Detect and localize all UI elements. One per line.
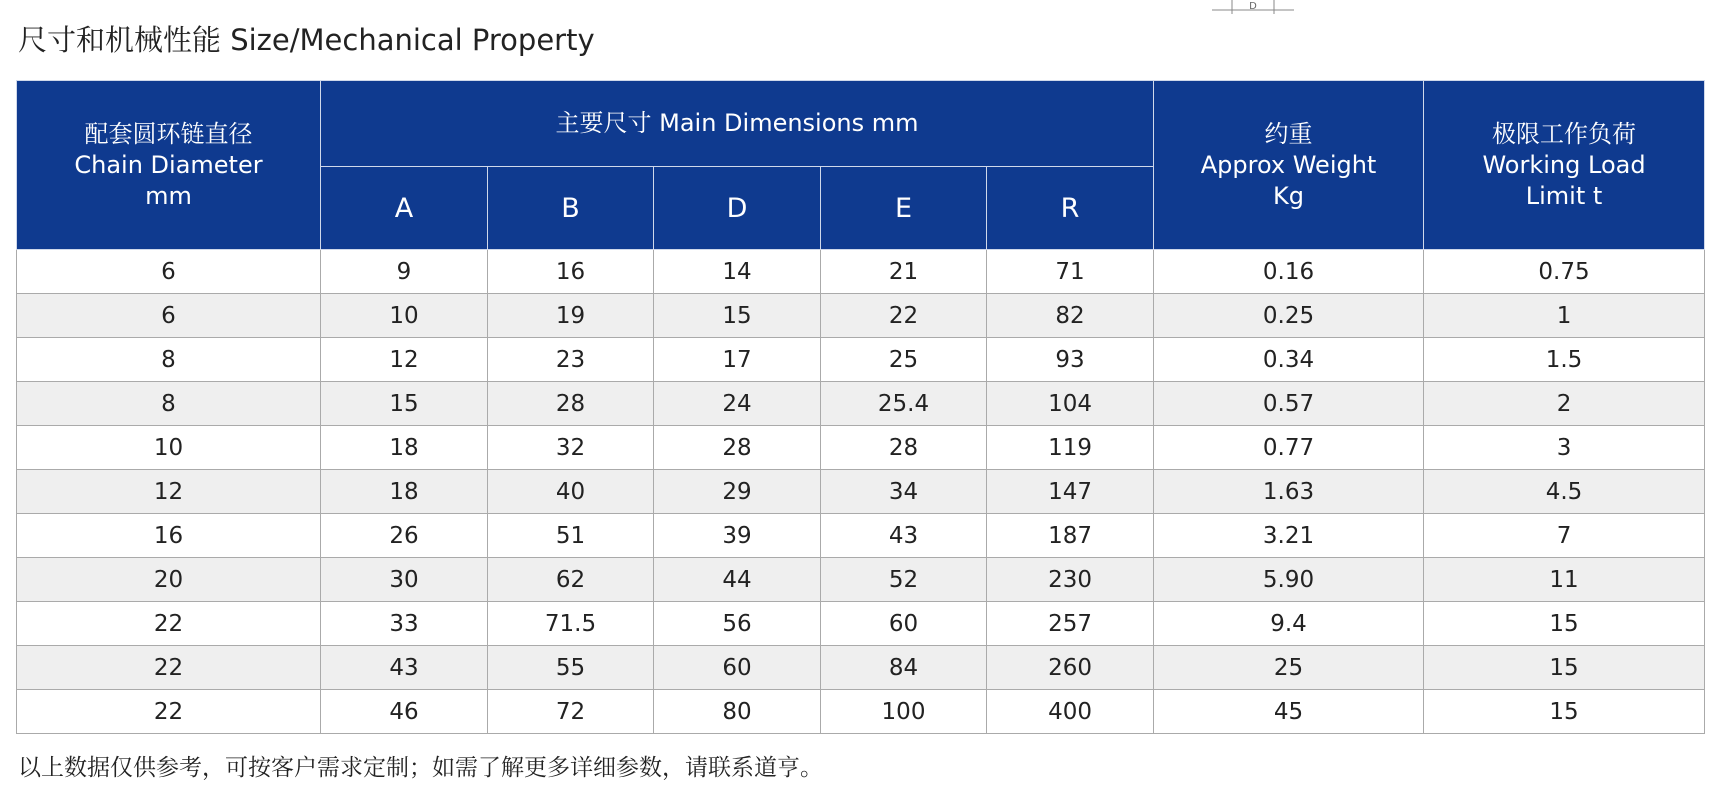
cell-chain-diameter: 22	[17, 690, 321, 734]
cell-dim-a: 18	[321, 470, 488, 514]
cell-dim-r: 93	[987, 338, 1154, 382]
table-row	[17, 338, 1705, 382]
cell-chain-diameter: 6	[17, 250, 321, 294]
cell-dim-a: 43	[321, 646, 488, 690]
cell-dim-r: 104	[987, 382, 1154, 426]
cell-dim-r: 71	[987, 250, 1154, 294]
page-title: 尺寸和机械性能 Size/Mechanical Property	[18, 23, 595, 57]
cell-dim-e: 22	[821, 294, 987, 338]
cell-dim-b: 40	[488, 470, 654, 514]
table-row	[17, 514, 1705, 558]
cell-working-load-limit: 1.5	[1424, 338, 1705, 382]
cell-dim-d: 15	[654, 294, 821, 338]
cell-dim-d: 44	[654, 558, 821, 602]
dimension-mark-icon	[1210, 0, 1296, 14]
cell-dim-b: 32	[488, 426, 654, 470]
cell-dim-r: 187	[987, 514, 1154, 558]
cell-dim-r: 257	[987, 602, 1154, 646]
cell-dim-e: 100	[821, 690, 987, 734]
table-row	[17, 558, 1705, 602]
cell-approx-weight: 1.63	[1154, 470, 1424, 514]
cell-dim-r: 400	[987, 690, 1154, 734]
cell-working-load-limit: 4.5	[1424, 470, 1705, 514]
cell-dim-d: 24	[654, 382, 821, 426]
cell-chain-diameter: 8	[17, 382, 321, 426]
cell-dim-a: 33	[321, 602, 488, 646]
cell-dim-e: 52	[821, 558, 987, 602]
cell-dim-a: 46	[321, 690, 488, 734]
table-row	[17, 690, 1705, 734]
cell-working-load-limit: 7	[1424, 514, 1705, 558]
header-dim-b: B	[488, 167, 654, 250]
table-row	[17, 294, 1705, 338]
cell-dim-d: 56	[654, 602, 821, 646]
cell-dim-d: 80	[654, 690, 821, 734]
cell-working-load-limit: 0.75	[1424, 250, 1705, 294]
cell-working-load-limit: 15	[1424, 690, 1705, 734]
cell-dim-a: 10	[321, 294, 488, 338]
cell-dim-b: 51	[488, 514, 654, 558]
table-row	[17, 646, 1705, 690]
header-dim-r: R	[987, 167, 1154, 250]
table-header	[17, 81, 1705, 250]
cell-dim-b: 28	[488, 382, 654, 426]
cell-working-load-limit: 1	[1424, 294, 1705, 338]
cell-dim-e: 21	[821, 250, 987, 294]
footnote: 以上数据仅供参考，可按客户需求定制；如需了解更多详细参数，请联系道亨。	[18, 755, 823, 781]
cell-approx-weight: 5.90	[1154, 558, 1424, 602]
cell-working-load-limit: 2	[1424, 382, 1705, 426]
cell-working-load-limit: 3	[1424, 426, 1705, 470]
cell-approx-weight: 3.21	[1154, 514, 1424, 558]
cell-working-load-limit: 11	[1424, 558, 1705, 602]
cell-approx-weight: 25	[1154, 646, 1424, 690]
header-chain-diameter: 配套圆环链直径 Chain Diameter mm	[17, 81, 321, 250]
table-row	[17, 426, 1705, 470]
cell-dim-a: 26	[321, 514, 488, 558]
table-body	[17, 250, 1705, 734]
cell-chain-diameter: 20	[17, 558, 321, 602]
cell-dim-b: 62	[488, 558, 654, 602]
cell-dim-e: 60	[821, 602, 987, 646]
cell-approx-weight: 45	[1154, 690, 1424, 734]
cell-dim-r: 230	[987, 558, 1154, 602]
table-row	[17, 250, 1705, 294]
cell-dim-b: 72	[488, 690, 654, 734]
cell-approx-weight: 0.77	[1154, 426, 1424, 470]
header-dim-d: D	[654, 167, 821, 250]
cell-approx-weight: 0.34	[1154, 338, 1424, 382]
cell-chain-diameter: 16	[17, 514, 321, 558]
cell-approx-weight: 0.16	[1154, 250, 1424, 294]
header-approx-weight: 约重 Approx Weight Kg	[1154, 81, 1424, 250]
cell-dim-e: 28	[821, 426, 987, 470]
cell-dim-d: 60	[654, 646, 821, 690]
header-dim-a: A	[321, 167, 488, 250]
cell-dim-a: 15	[321, 382, 488, 426]
cell-chain-diameter: 22	[17, 602, 321, 646]
table-row	[17, 602, 1705, 646]
cell-dim-r: 82	[987, 294, 1154, 338]
cell-dim-e: 25.4	[821, 382, 987, 426]
cell-dim-b: 71.5	[488, 602, 654, 646]
size-mechanical-property-table	[16, 80, 1705, 734]
cell-dim-b: 55	[488, 646, 654, 690]
cell-dim-d: 29	[654, 470, 821, 514]
cell-chain-diameter: 6	[17, 294, 321, 338]
table-row	[17, 382, 1705, 426]
cell-working-load-limit: 15	[1424, 602, 1705, 646]
header-main-dimensions: 主要尺寸 Main Dimensions mm	[321, 81, 1154, 167]
cell-chain-diameter: 10	[17, 426, 321, 470]
cell-dim-d: 14	[654, 250, 821, 294]
cell-dim-d: 28	[654, 426, 821, 470]
cell-dim-b: 23	[488, 338, 654, 382]
cell-approx-weight: 0.57	[1154, 382, 1424, 426]
cell-approx-weight: 0.25	[1154, 294, 1424, 338]
cell-dim-e: 34	[821, 470, 987, 514]
cell-dim-e: 43	[821, 514, 987, 558]
cell-dim-e: 25	[821, 338, 987, 382]
cell-chain-diameter: 22	[17, 646, 321, 690]
header-dim-e: E	[821, 167, 987, 250]
cell-dim-r: 260	[987, 646, 1154, 690]
cell-dim-b: 16	[488, 250, 654, 294]
cell-dim-r: 119	[987, 426, 1154, 470]
dimension-mark-label: D	[1249, 1, 1257, 12]
header-working-load-limit: 极限工作负荷 Working Load Limit t	[1424, 81, 1705, 250]
cell-approx-weight: 9.4	[1154, 602, 1424, 646]
cell-dim-e: 84	[821, 646, 987, 690]
table-row	[17, 470, 1705, 514]
cell-chain-diameter: 8	[17, 338, 321, 382]
cell-dim-b: 19	[488, 294, 654, 338]
cell-dim-r: 147	[987, 470, 1154, 514]
cell-dim-a: 12	[321, 338, 488, 382]
cell-dim-a: 18	[321, 426, 488, 470]
cell-working-load-limit: 15	[1424, 646, 1705, 690]
cell-dim-a: 30	[321, 558, 488, 602]
cell-dim-d: 39	[654, 514, 821, 558]
cell-dim-a: 9	[321, 250, 488, 294]
cell-chain-diameter: 12	[17, 470, 321, 514]
cell-dim-d: 17	[654, 338, 821, 382]
